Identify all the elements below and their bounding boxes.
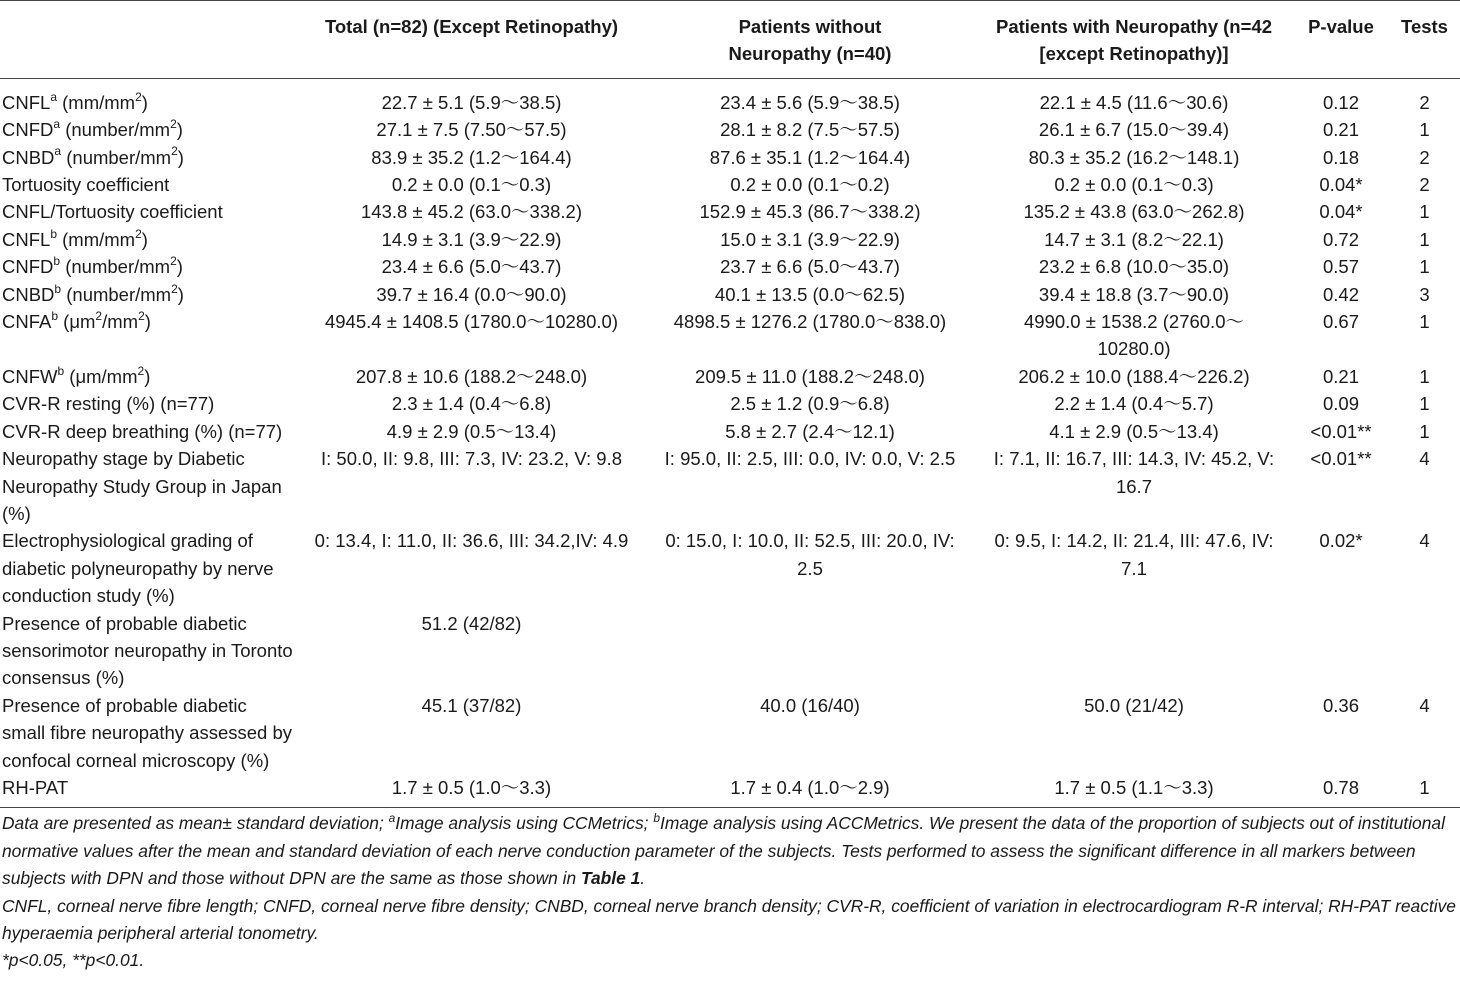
cell-p-value: 0.67: [1322, 311, 1359, 333]
header-cell-pvalue: P-value: [1293, 1, 1389, 79]
table-row: [0, 308, 1460, 363]
cell-tests: 2: [1419, 146, 1430, 168]
row-label-text: CVR-R resting (%) (n=77): [2, 393, 215, 415]
row-unit: (mm/mm: [57, 228, 136, 250]
row-unit: (number/mm: [61, 146, 172, 168]
table-row: [0, 144, 1460, 171]
cell-tests: 1: [1389, 774, 1460, 808]
cell-with-neuropathy: I: 7.1, II: 16.7, III: 14.3, IV: 45.2, V: 16.7: [993, 448, 1275, 497]
row-unit: ): [176, 256, 183, 278]
footnote-sup: a: [388, 810, 396, 825]
row-unit: ): [177, 146, 184, 168]
row-unit-superscript: 2: [135, 226, 142, 241]
cell-tests: 1: [1419, 201, 1430, 223]
row-unit-superscript: 2: [171, 144, 178, 159]
cell-total: 0: 13.4, I: 11.0, II: 36.6, III: 34.2,IV: 4.9: [314, 530, 629, 552]
cell-p-value: 0.04*: [1319, 174, 1363, 196]
table-row: [0, 78, 1460, 116]
cell-with-neuropathy: 26.1 ± 6.7 (15.0～39.4): [1038, 119, 1230, 141]
row-label: [0, 144, 298, 171]
footnote-text: Image analysis using CCMetrics;: [395, 813, 654, 834]
footnote-abbreviations: CNFL, corneal nerve fibre length; CNFD, corneal nerve fibre density; CNBD, corneal nerve branch density; CVR-R, coefficient of variation in electrocardiogram R-R interval; RH-PAT reactive hyperaemia peripheral arterial tonometry.: [2, 895, 1456, 943]
cell-with-neuropathy: 23.2 ± 6.8 (10.0～35.0): [1038, 256, 1230, 278]
row-label-text: CNBD: [2, 146, 55, 168]
row-label: [0, 281, 298, 308]
cell-without-neuropathy: 4898.5 ± 1276.2 (1780.0～838.0): [673, 311, 947, 333]
cell-total: 23.4 ± 6.6 (5.0～43.7): [381, 256, 562, 278]
row-label-text: Presence of probable diabetic small fibre neuropathy assessed by confocal corneal microscopy (%): [2, 694, 292, 771]
cell-without-neuropathy: 5.8 ± 2.7 (2.4～12.1): [725, 420, 895, 442]
cell-p-value: <0.01**: [1310, 448, 1372, 470]
cell-p-value: 0.09: [1322, 393, 1359, 415]
table-reference-link[interactable]: Table 1: [581, 868, 641, 889]
table-row: [0, 363, 1460, 390]
cell-p-value: 0.21: [1322, 365, 1359, 387]
footnote-text: Image analysis using ACCMetrics. We present the data of the proportion of subjects out of institutional normative values after the mean and standard deviation of each nerve conduction parameter of the subjects. Tests performed to assess the significant difference in all markers between subjects with DPN and those without DPN are the same as those shown in: [2, 813, 1445, 889]
cell-without-neuropathy: 23.7 ± 6.6 (5.0～43.7): [720, 256, 900, 278]
cell-p-value: 0.36: [1322, 694, 1359, 716]
cell-without-neuropathy: 152.9 ± 45.3 (86.7～338.2): [699, 201, 921, 223]
cell-with-neuropathy: [975, 610, 1293, 692]
cell-p-value: 0.21: [1322, 119, 1359, 141]
cell-p-value: 0.04*: [1319, 201, 1363, 223]
cell-without-neuropathy: 1.7 ± 0.4 (1.0～2.9): [645, 774, 975, 808]
cell-with-neuropathy: 2.2 ± 1.4 (0.4～5.7): [1054, 393, 1214, 415]
cell-without-neuropathy: [645, 610, 975, 692]
footnote-definitions: [2, 810, 1458, 892]
cell-without-neuropathy: 0.2 ± 0.0 (0.1～0.2): [730, 174, 890, 196]
cell-p-value: 0.02*: [1319, 530, 1363, 552]
row-label-text: CNFL/Tortuosity coefficient: [2, 201, 223, 223]
table-row: [0, 253, 1460, 280]
row-unit: /mm: [102, 311, 139, 333]
row-unit-superscript: 2: [138, 308, 145, 323]
table-row: [0, 226, 1460, 253]
row-label-text: CNFL: [2, 91, 51, 113]
header-cell-total: Total (n=82) (Except Retinopathy): [298, 1, 645, 79]
row-label-text: CNBD: [2, 283, 55, 305]
cell-p-value: 0.42: [1322, 283, 1359, 305]
cell-tests: 1: [1419, 420, 1430, 442]
row-unit: (μm/mm: [64, 365, 138, 387]
table-row: [0, 171, 1460, 198]
cell-p-value: 0.78: [1293, 774, 1389, 808]
cell-with-neuropathy: 4.1 ± 2.9 (0.5～13.4): [1049, 420, 1219, 442]
table-row: [0, 116, 1460, 143]
cell-p-value: 0.72: [1322, 228, 1359, 250]
cell-tests: 2: [1419, 174, 1430, 196]
cell-total: 22.7 ± 5.1 (5.9～38.5): [381, 91, 562, 113]
cell-without-neuropathy: 28.1 ± 8.2 (7.5～57.5): [720, 119, 900, 141]
cell-total: 45.1 (37/82): [421, 694, 522, 716]
row-label-superscript: b: [51, 308, 59, 323]
row-unit: ): [141, 91, 148, 113]
row-label: [0, 418, 298, 445]
row-label-text: CNFD: [2, 256, 54, 278]
row-unit: (number/mm: [60, 119, 171, 141]
row-label-superscript: b: [53, 254, 61, 269]
row-label-text: CNFW: [2, 365, 58, 387]
row-unit: (number/mm: [61, 283, 172, 305]
cell-total: 2.3 ± 1.4 (0.4～6.8): [391, 393, 552, 415]
row-label-text: CNFA: [2, 311, 52, 333]
cell-p-value: [1293, 610, 1389, 692]
cell-with-neuropathy: 50.0 (21/42): [1084, 694, 1184, 716]
cell-with-neuropathy: 0: 9.5, I: 14.2, II: 21.4, III: 47.6, IV: 7.1: [994, 530, 1274, 579]
header-cell-tests: Tests: [1389, 1, 1460, 79]
row-unit-superscript: 2: [137, 363, 145, 378]
row-label-superscript: a: [50, 89, 57, 104]
footnote-sup: b: [653, 810, 661, 825]
row-label: [0, 610, 298, 692]
row-label-text: Presence of probable diabetic sensorimotor neuropathy in Toronto consensus (%): [2, 612, 293, 689]
header-cell-without: Patients without Neuropathy (n=40): [645, 1, 975, 79]
table-row: [0, 390, 1460, 417]
cell-total: 0.2 ± 0.0 (0.1～0.3): [391, 174, 552, 196]
cell-without-neuropathy: 2.5 ± 1.2 (0.9～6.8): [730, 393, 890, 415]
cell-tests: 1: [1419, 256, 1430, 278]
cell-tests: 1: [1419, 119, 1430, 141]
row-label: [0, 527, 298, 609]
row-unit-superscript: 2: [95, 308, 103, 323]
cell-tests: 2: [1419, 91, 1430, 113]
cell-with-neuropathy: 135.2 ± 43.8 (63.0～262.8): [1023, 201, 1245, 223]
footnote-text: Data are presented as mean± standard deviation;: [2, 813, 389, 834]
row-label-text: CNFD: [2, 119, 54, 141]
cell-total: 83.9 ± 35.2 (1.2～164.4): [371, 146, 572, 168]
table-row: [0, 692, 1460, 774]
row-unit: (number/mm: [60, 256, 171, 278]
cell-with-neuropathy: 80.3 ± 35.2 (16.2～148.1): [1028, 146, 1240, 168]
row-unit: ): [176, 119, 183, 141]
row-label-superscript: a: [54, 144, 62, 159]
cell-without-neuropathy: 40.1 ± 13.5 (0.0～62.5): [714, 283, 906, 305]
footnote-text: .: [640, 868, 646, 889]
cell-total: 27.1 ± 7.5 (7.50～57.5): [376, 119, 567, 141]
cell-tests: 4: [1419, 448, 1430, 470]
cell-without-neuropathy: 209.5 ± 11.0 (188.2～248.0): [695, 365, 925, 387]
cell-without-neuropathy: 23.4 ± 5.6 (5.9～38.5): [720, 91, 900, 113]
cell-with-neuropathy: 206.2 ± 10.0 (188.4～226.2): [1018, 365, 1250, 387]
header-row: [0, 1, 1460, 79]
cell-without-neuropathy: 0: 15.0, I: 10.0, II: 52.5, III: 20.0, IV: 2.5: [665, 530, 955, 579]
cell-without-neuropathy: 40.0 (16/40): [760, 694, 860, 716]
cell-total: 14.9 ± 3.1 (3.9～22.9): [381, 228, 562, 250]
row-label-text: Tortuosity coefficient: [2, 174, 170, 196]
row-label: [0, 692, 298, 774]
table-row: [0, 418, 1460, 445]
row-unit: (mm/mm: [57, 91, 136, 113]
table-row: [0, 527, 1460, 609]
row-unit: ): [177, 283, 184, 305]
cell-tests: 4: [1419, 694, 1430, 716]
header-cell-label: [0, 1, 298, 79]
cell-tests: 3: [1419, 283, 1430, 305]
cell-with-neuropathy: 39.4 ± 18.8 (3.7～90.0): [1038, 283, 1230, 305]
row-label-text: Neuropathy stage by Diabetic Neuropathy Study Group in Japan (%): [2, 448, 282, 524]
row-label: [0, 774, 298, 808]
row-label: [0, 390, 298, 417]
row-label: [0, 445, 298, 527]
row-label: [0, 78, 298, 116]
row-label-text: RH-PAT: [2, 776, 69, 798]
row-unit: ): [144, 365, 151, 387]
row-unit: ): [144, 311, 151, 333]
row-unit: (μm: [58, 311, 96, 333]
cell-p-value: 0.18: [1322, 146, 1359, 168]
table-footnotes: [0, 808, 1460, 974]
row-label-text: CVR-R deep breathing (%) (n=77): [2, 420, 283, 442]
row-label: [0, 308, 298, 363]
cell-with-neuropathy: 4990.0 ± 1538.2 (2760.0～10280.0): [1024, 311, 1244, 360]
cell-without-neuropathy: 15.0 ± 3.1 (3.9～22.9): [720, 228, 900, 250]
row-label-text: CNFL: [2, 228, 51, 250]
row-label: [0, 198, 298, 225]
cell-total: 143.8 ± 45.2 (63.0～338.2): [361, 201, 582, 223]
cell-with-neuropathy: 0.2 ± 0.0 (0.1～0.3): [1054, 174, 1214, 196]
row-label-superscript: b: [54, 281, 62, 296]
row-label: [0, 226, 298, 253]
cell-tests: 1: [1419, 365, 1430, 387]
cell-with-neuropathy: 22.1 ± 4.5 (11.6～30.6): [1039, 91, 1229, 113]
table-row: [0, 445, 1460, 527]
table-row: [0, 198, 1460, 225]
table-row: [0, 610, 1460, 692]
cell-tests: 4: [1419, 530, 1430, 552]
row-label-superscript: b: [57, 363, 65, 378]
row-label: [0, 253, 298, 280]
cell-p-value: 0.12: [1322, 91, 1359, 113]
row-label: [0, 363, 298, 390]
row-label: [0, 116, 298, 143]
header-cell-with: Patients with Neuropathy (n=42 [except Retinopathy)]: [975, 1, 1293, 79]
cell-total: 39.7 ± 16.4 (0.0～90.0): [376, 283, 567, 305]
cell-total: 1.7 ± 0.5 (1.0～3.3): [298, 774, 645, 808]
row-label-text: Electrophysiological grading of diabetic polyneuropathy by nerve conduction study (%): [2, 530, 274, 607]
cell-without-neuropathy: I: 95.0, II: 2.5, III: 0.0, IV: 0.0, V: 2.5: [664, 448, 956, 470]
row-unit-superscript: 2: [170, 117, 177, 132]
row-label-superscript: b: [50, 226, 57, 241]
cell-p-value: 0.57: [1322, 256, 1359, 278]
table-row: [0, 774, 1460, 808]
cell-tests: [1389, 610, 1460, 692]
cell-with-neuropathy: 1.7 ± 0.5 (1.1～3.3): [975, 774, 1293, 808]
cell-with-neuropathy: 14.7 ± 3.1 (8.2～22.1): [1044, 228, 1224, 250]
cell-total: 4945.4 ± 1408.5 (1780.0～10280.0): [324, 311, 619, 333]
cell-total: I: 50.0, II: 9.8, III: 7.3, IV: 23.2, V: 9.8: [321, 448, 622, 470]
cell-without-neuropathy: 87.6 ± 35.1 (1.2～164.4): [709, 146, 911, 168]
row-label-superscript: a: [53, 117, 61, 132]
row-unit-superscript: 2: [170, 254, 177, 269]
table-row: [0, 281, 1460, 308]
cell-total: 4.9 ± 2.9 (0.5～13.4): [386, 420, 557, 442]
cell-tests: 1: [1419, 228, 1430, 250]
row-unit-superscript: 2: [171, 281, 178, 296]
row-label: [0, 171, 298, 198]
cell-tests: 1: [1419, 393, 1430, 415]
cell-total: 207.8 ± 10.6 (188.2～248.0): [355, 365, 588, 387]
cell-p-value: <0.01**: [1310, 420, 1372, 442]
footnote-significance: *p<0.05, **p<0.01.: [2, 950, 145, 971]
row-unit: ): [141, 228, 148, 250]
row-unit-superscript: 2: [135, 89, 142, 104]
cell-total: 51.2 (42/82): [421, 612, 522, 634]
cell-tests: 1: [1419, 311, 1430, 333]
